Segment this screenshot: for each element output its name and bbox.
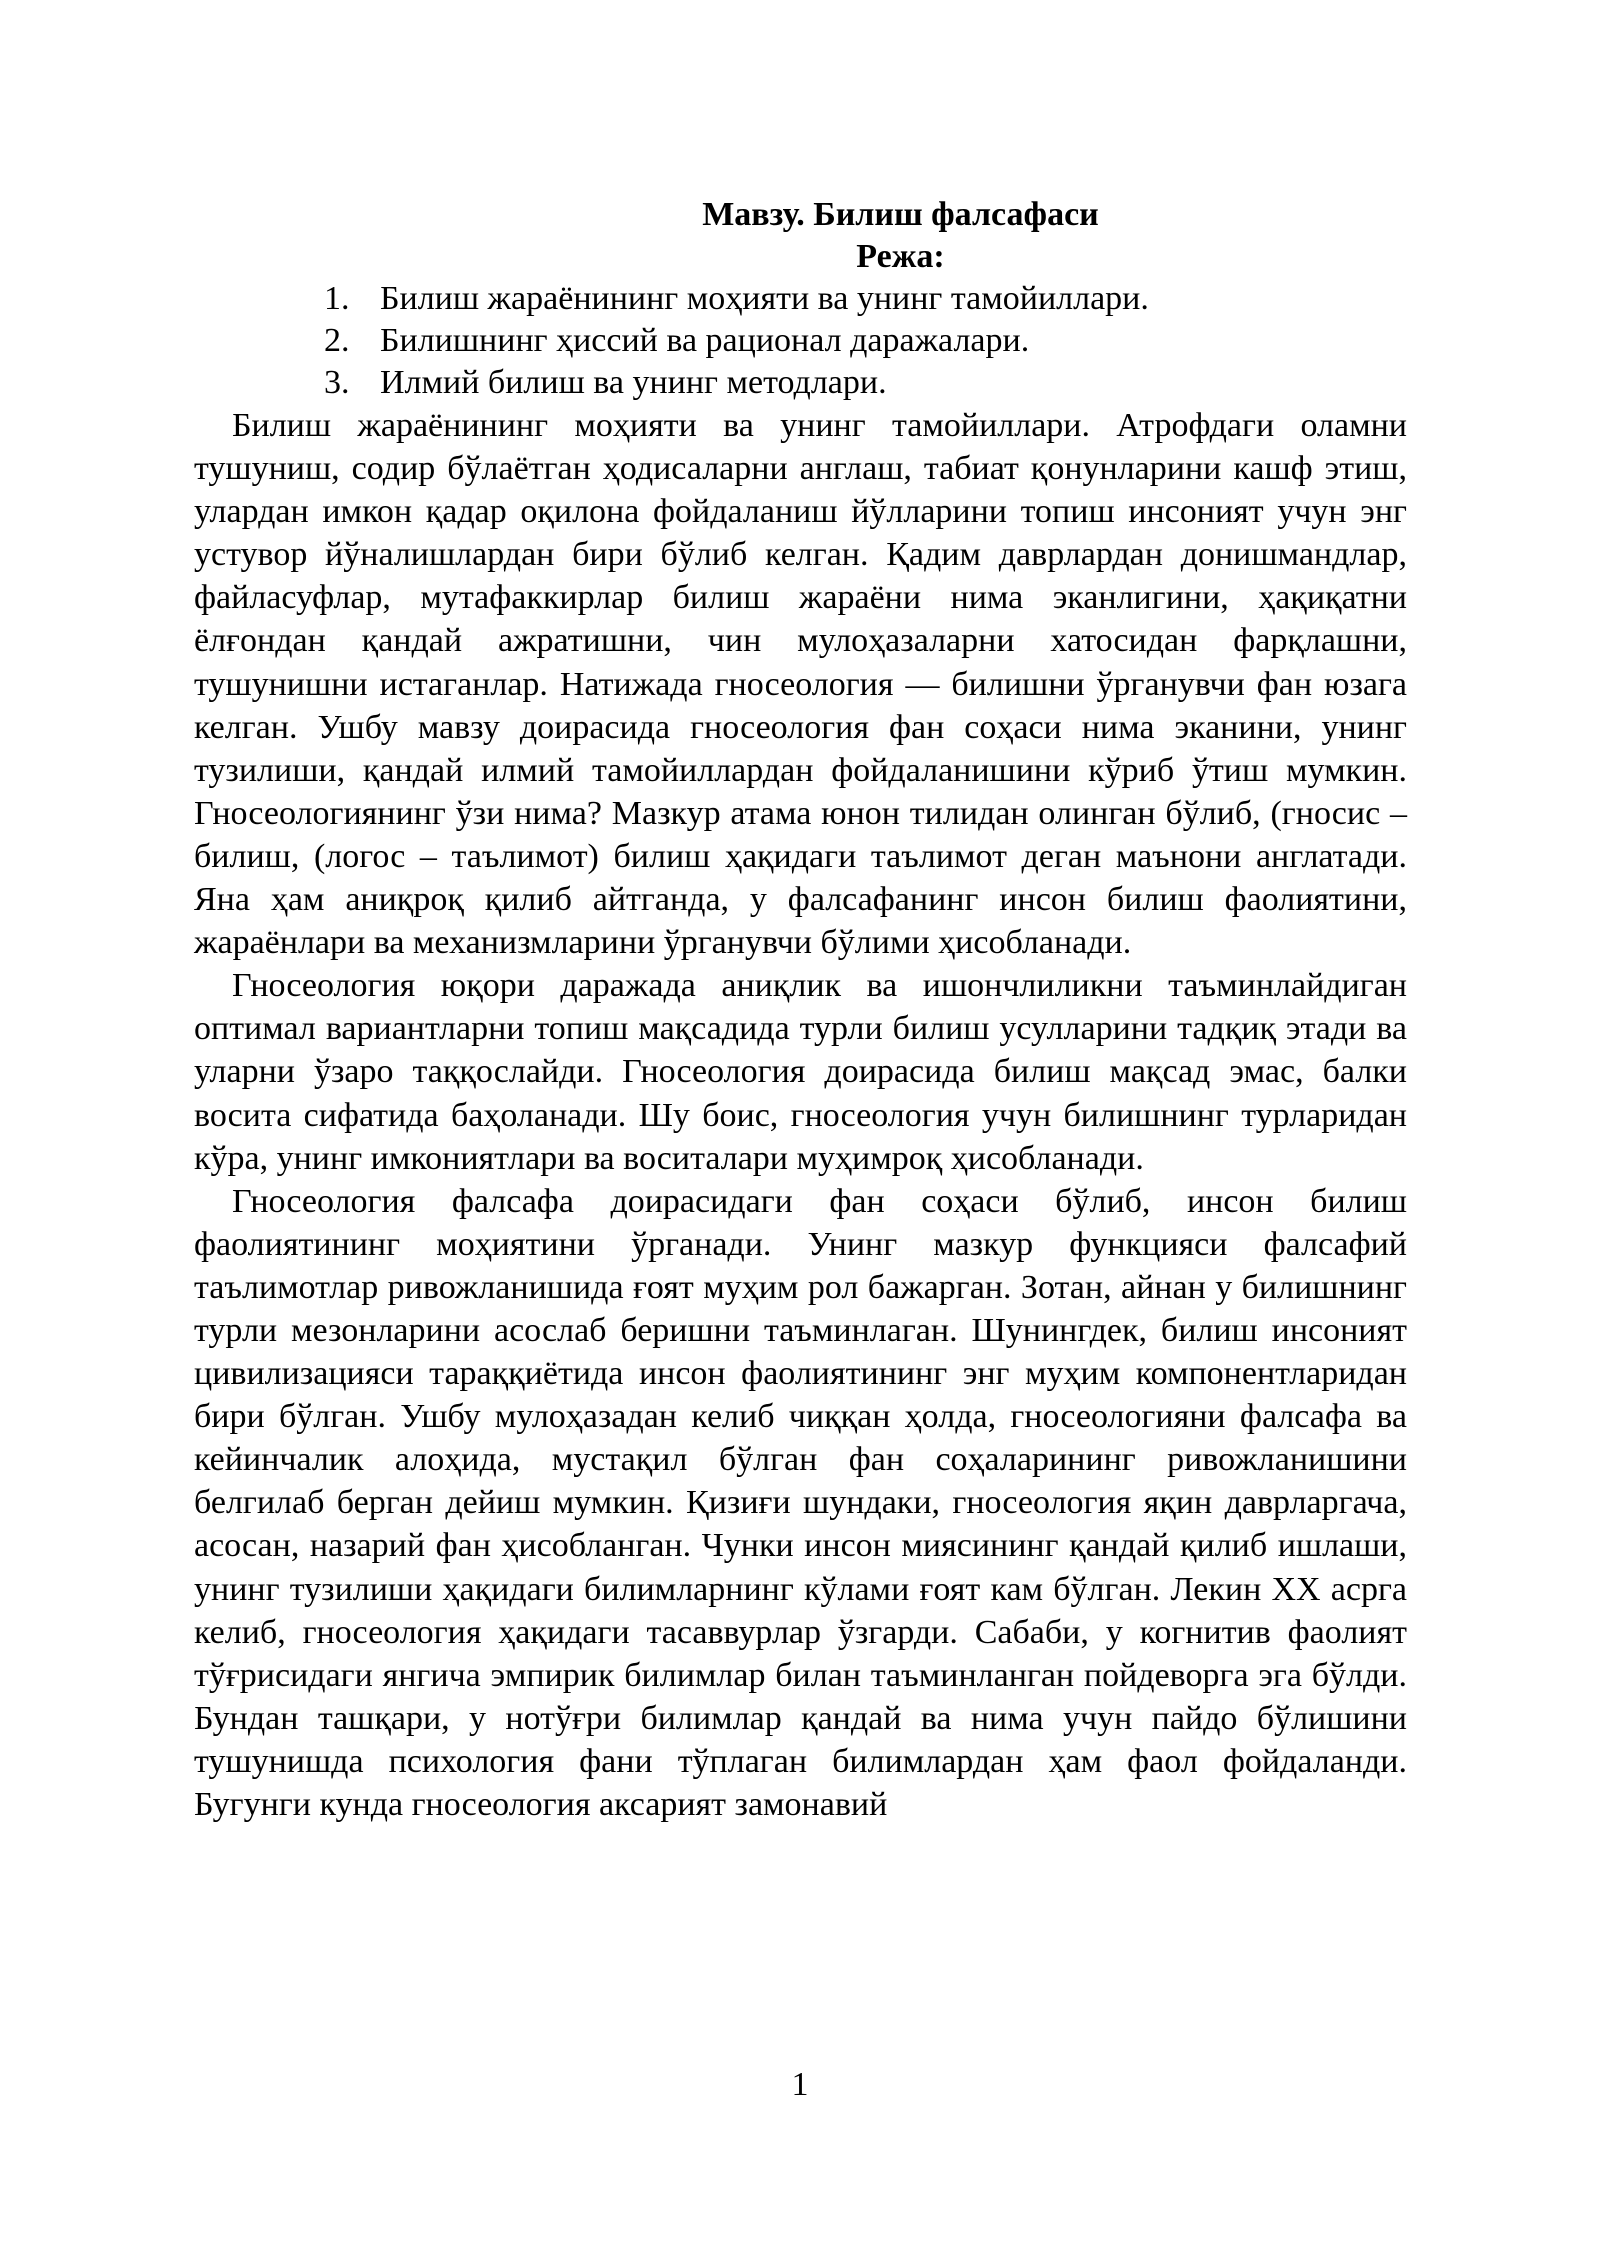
page-content xyxy=(194,194,1407,1826)
plan-item-number: 3. xyxy=(324,364,350,401)
plan-list xyxy=(194,278,1407,404)
body-paragraph: Гносеология фалсафа доирасидаги фан соҳаси бўлиб, инсон билиш фаолиятининг моҳиятини ўрганади. Унинг мазкур функцияси фалсафий таълимотлар ривожланишида ғоят муҳим рол бажарган. Зотан, айнан у билишнинг турли мезонларини асослаб беришни таъминлаган. Шунингдек, билиш инсоният цивилизацияси тараққиётида инсон фаолиятининг энг муҳим компонентларидан бири бўлган. Ушбу мулоҳазадан келиб чиққан ҳолда, гносеологияни фалсафа ва кейинчалик алоҳида, мустақил бўлган фан соҳаларининг ривожланишини белгилаб берган дейиш мумкин. Қизиғи шундаки, гносеология яқин даврларгача, асосан, назарий фан ҳисобланган. Чунки инсон миясининг қандай қилиб ишлаши, унинг тузилиши ҳақидаги билимларнинг кўлами ғоят кам бўлган. Лекин XX асрга келиб, гносеология ҳақидаги тасаввурлар ўзгарди. Сабаби, у когнитив фаолият тўғрисидаги янгича эмпирик билимлар билан таъминланган пойдеворга эга бўлди. Бундан ташқари, у нотўғри билимлар қандай ва нима учун пайдо бўлишини тушунишда психология фани тўплаган билимлардан ҳам фаол фойдаланди. Бугунги кунда гносеология аксарият замонавий xyxy=(194,1182,1407,1823)
plan-item-number: 1. xyxy=(324,280,350,317)
page-number: 1 xyxy=(791,2066,809,2103)
body-paragraph: Билиш жараёнининг моҳияти ва унинг тамойиллари. Атрофдаги оламни тушуниш, содир бўлаётган ҳодисаларни англаш, табиат қонунларини кашф этиш, улардан имкон қадар оқилона фойдаланиш йўлларини топиш инсоният учун энг устувор йўналишлардан бири бўлиб келган. Қадим даврлардан донишмандлар, файласуфлар, мутафаккирлар билиш жараёни нима эканлигини, ҳақиқатни ёлғондан қандай ажратишни, чин мулоҳазаларни хатосидан фарқлашни, тушунишни истаганлар. Натижада гносеология — билишни ўрганувчи фан юзага келган. Ушбу мавзу доирасида гносеология фан соҳаси нима эканини, унинг тузилиши, қандай илмий тамойиллардан фойдаланишини кўриб ўтиш мумкин. Гносеологиянинг ўзи нима? Мазкур атама юнон тилидан олинган бўлиб, (гносис – билиш, (логос – таълимот) билиш ҳақидаги таълимот деган маънони англатади. Яна ҳам аниқроқ қилиб айтганда, у фалсафанинг инсон билиш фаолиятини, жараёнлари ва механизмларини ўрганувчи бўлими ҳисобланади. xyxy=(194,407,1407,962)
plan-item-number: 2. xyxy=(324,322,350,359)
plan-item xyxy=(324,362,1407,404)
plan-item xyxy=(324,320,1407,362)
plan-item-text: Билиш жараёнининг моҳияти ва унинг тамойиллари. xyxy=(380,280,1149,317)
plan-item-text: Билишнинг ҳиссий ва рационал даражалари. xyxy=(380,322,1030,359)
plan-heading: Режа: xyxy=(856,238,945,275)
plan-item-text: Илмий билиш ва унинг методлари. xyxy=(380,364,887,401)
body-paragraph: Гносеология юқори даражада аниқлик ва ишончлиликни таъминлайдиган оптимал вариантларни топиш мақсадида турли билиш усулларини тадқиқ этади ва уларни ўзаро таққослайди. Гносеология доирасида билиш мақсад эмас, балки восита сифатида баҳоланади. Шу боис, гносеология учун билишнинг турларидан кўра, унинг имкониятлари ва воситалари муҳимроқ ҳисобланади. xyxy=(194,967,1407,1177)
document-title: Мавзу. Билиш фалсафаси xyxy=(702,196,1099,233)
plan-item xyxy=(324,278,1407,320)
